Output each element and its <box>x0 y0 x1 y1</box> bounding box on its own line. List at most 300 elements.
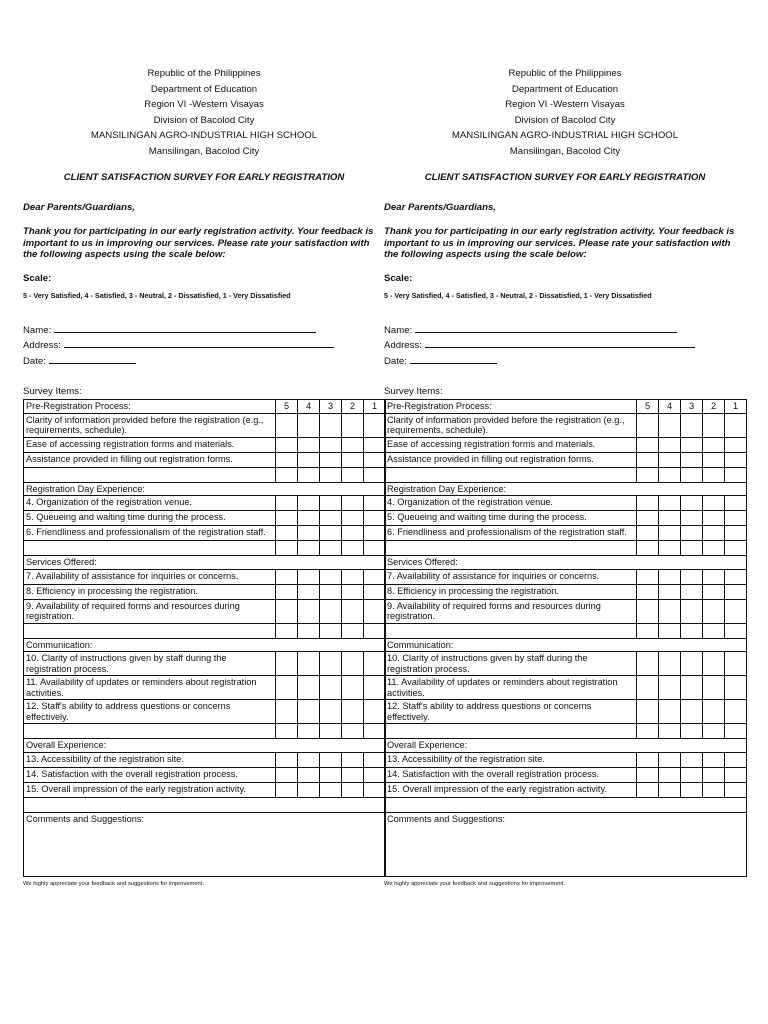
score-header-5: 5 <box>637 400 659 414</box>
rating-cell-1[interactable] <box>725 511 747 526</box>
rating-cell-2[interactable] <box>342 526 364 541</box>
spacer-cell <box>24 623 276 638</box>
score-header-2: 2 <box>342 400 364 414</box>
rating-cell-3[interactable] <box>320 452 342 467</box>
section-header-row <box>385 638 747 652</box>
survey-table <box>384 399 747 877</box>
rating-cell-5[interactable] <box>637 767 659 782</box>
date-field-row <box>23 354 385 370</box>
rating-cell-3[interactable] <box>320 752 342 767</box>
rating-cell-4[interactable] <box>298 413 320 437</box>
address-field-label: Address: <box>384 340 422 351</box>
survey-item-row <box>24 584 386 599</box>
rating-cell-5[interactable] <box>637 496 659 511</box>
respondent-fields <box>384 323 746 370</box>
letterhead-line: Department of Education <box>511 83 619 95</box>
rating-cell-5[interactable] <box>276 452 298 467</box>
spacer-cell <box>703 541 725 556</box>
rating-cell-1[interactable] <box>364 496 386 511</box>
spacer-cell <box>364 541 386 556</box>
section-heading: Communication: <box>24 638 386 652</box>
rating-cell-1[interactable] <box>364 413 386 437</box>
survey-item-row <box>385 413 747 437</box>
rating-cell-1[interactable] <box>725 652 747 676</box>
rating-cell-4[interactable] <box>298 526 320 541</box>
spacer-cell <box>637 541 659 556</box>
survey-item-text: 7. Availability of assistance for inquiries or concerns. <box>385 569 637 584</box>
rating-cell-4[interactable] <box>659 526 681 541</box>
rating-cell-1[interactable] <box>725 767 747 782</box>
rating-cell-5[interactable] <box>637 599 659 623</box>
rating-cell-4[interactable] <box>659 700 681 724</box>
survey-item-row <box>24 452 386 467</box>
rating-cell-4[interactable] <box>659 437 681 452</box>
spacer-cell <box>364 467 386 482</box>
rating-cell-2[interactable] <box>703 569 725 584</box>
date-field-row <box>384 354 746 370</box>
scale-label: Scale: <box>23 272 52 284</box>
footer-note: We highly appreciate your feedback and suggestions for improvement. <box>23 880 204 887</box>
rating-cell-1[interactable] <box>364 511 386 526</box>
spacer-cell <box>24 541 276 556</box>
survey-item-row <box>24 752 386 767</box>
rating-cell-3[interactable] <box>681 437 703 452</box>
address-field-row <box>23 338 385 354</box>
rating-cell-2[interactable] <box>342 752 364 767</box>
rating-cell-3[interactable] <box>320 767 342 782</box>
section-header-row <box>385 400 747 414</box>
rating-cell-1[interactable] <box>364 652 386 676</box>
spacer-cell <box>725 467 747 482</box>
rating-cell-1[interactable] <box>725 452 747 467</box>
survey-item-row <box>385 584 747 599</box>
comments-row <box>385 812 747 876</box>
rating-cell-1[interactable] <box>364 526 386 541</box>
rating-cell-4[interactable] <box>659 599 681 623</box>
rating-cell-1[interactable] <box>725 752 747 767</box>
rating-cell-5[interactable] <box>276 584 298 599</box>
section-header-row <box>385 556 747 570</box>
rating-cell-3[interactable] <box>320 599 342 623</box>
name-field-row <box>23 323 385 339</box>
rating-cell-4[interactable] <box>659 767 681 782</box>
survey-item-text: 10. Clarity of instructions given by staff during the registration process. <box>385 652 637 676</box>
survey-title: CLIENT SATISFACTION SURVEY FOR EARLY REGISTRATION <box>63 172 345 183</box>
spacer-cell <box>637 623 659 638</box>
section-header-row <box>24 638 386 652</box>
spacer-row <box>385 724 747 739</box>
respondent-fields <box>23 323 385 370</box>
rating-cell-3[interactable] <box>681 752 703 767</box>
rating-cell-2[interactable] <box>342 767 364 782</box>
spacer-row <box>24 724 386 739</box>
survey-item-text: Clarity of information provided before the registration (e.g., requirements, schedule). <box>385 413 637 437</box>
rating-cell-3[interactable] <box>320 413 342 437</box>
rating-cell-4[interactable] <box>298 496 320 511</box>
rating-cell-3[interactable] <box>681 782 703 797</box>
rating-cell-2[interactable] <box>342 599 364 623</box>
section-header-row <box>385 739 747 753</box>
rating-cell-2[interactable] <box>703 437 725 452</box>
rating-cell-2[interactable] <box>703 676 725 700</box>
rating-cell-5[interactable] <box>276 676 298 700</box>
survey-item-row <box>385 496 747 511</box>
spacer-row <box>24 467 386 482</box>
survey-item-text: 12. Staff's ability to address questions or concerns effectively. <box>385 700 637 724</box>
spacer-cell <box>385 623 637 638</box>
spacer-cell <box>320 724 342 739</box>
rating-cell-5[interactable] <box>276 496 298 511</box>
rating-cell-3[interactable] <box>320 569 342 584</box>
rating-cell-2[interactable] <box>703 526 725 541</box>
section-heading: Pre-Registration Process: <box>24 400 276 414</box>
survey-item-text: 5. Queueing and waiting time during the process. <box>24 511 276 526</box>
rating-cell-3[interactable] <box>320 437 342 452</box>
rating-cell-4[interactable] <box>659 511 681 526</box>
rating-cell-3[interactable] <box>320 676 342 700</box>
rating-cell-2[interactable] <box>703 652 725 676</box>
rating-cell-3[interactable] <box>320 700 342 724</box>
rating-cell-1[interactable] <box>725 437 747 452</box>
address-field-row <box>384 338 746 354</box>
rating-cell-3[interactable] <box>681 652 703 676</box>
comments-box[interactable]: Comments and Suggestions: <box>24 812 386 876</box>
survey-item-text: Assistance provided in filling out registration forms. <box>385 452 637 467</box>
survey-item-text: 6. Friendliness and professionalism of the registration staff. <box>385 526 637 541</box>
rating-cell-5[interactable] <box>637 413 659 437</box>
comments-box[interactable]: Comments and Suggestions: <box>385 812 747 876</box>
rating-cell-5[interactable] <box>637 569 659 584</box>
greeting: Dear Parents/Guardians, <box>23 202 135 213</box>
rating-cell-5[interactable] <box>637 652 659 676</box>
rating-cell-1[interactable] <box>364 437 386 452</box>
rating-cell-4[interactable] <box>298 452 320 467</box>
rating-cell-2[interactable] <box>342 569 364 584</box>
survey-item-text: 5. Queueing and waiting time during the process. <box>385 511 637 526</box>
section-heading: Pre-Registration Process: <box>385 400 637 414</box>
survey-item-row <box>24 526 386 541</box>
letterhead-line: Region VI -Western Visayas <box>144 99 264 110</box>
rating-cell-2[interactable] <box>703 599 725 623</box>
survey-items-label: Survey Items: <box>23 386 82 397</box>
rating-cell-2[interactable] <box>342 413 364 437</box>
rating-cell-5[interactable] <box>276 437 298 452</box>
intro-text: Thank you for participating in our early registration activity. Your feedback is important to us in improving our services. Please rate your satisfaction with the following aspects using the scale below: <box>23 226 374 260</box>
rating-cell-5[interactable] <box>276 511 298 526</box>
rating-cell-2[interactable] <box>703 584 725 599</box>
rating-cell-2[interactable] <box>703 752 725 767</box>
rating-cell-1[interactable] <box>364 584 386 599</box>
spacer-row <box>385 797 747 812</box>
spacer-cell <box>298 724 320 739</box>
rating-cell-4[interactable] <box>659 452 681 467</box>
score-header-5: 5 <box>276 400 298 414</box>
section-heading: Overall Experience: <box>24 739 386 753</box>
address-field[interactable] <box>64 338 334 348</box>
rating-cell-4[interactable] <box>659 676 681 700</box>
rating-cell-2[interactable] <box>703 700 725 724</box>
rating-cell-2[interactable] <box>703 511 725 526</box>
survey-item-row <box>385 652 747 676</box>
spacer-cell <box>725 724 747 739</box>
rating-cell-1[interactable] <box>725 676 747 700</box>
rating-cell-4[interactable] <box>298 782 320 797</box>
letterhead-line: Republic of the Philippines <box>147 68 261 79</box>
survey-item-text: 15. Overall impression of the early registration activity. <box>24 782 276 797</box>
rating-cell-1[interactable] <box>725 599 747 623</box>
rating-cell-3[interactable] <box>681 767 703 782</box>
spacer-row <box>385 467 747 482</box>
rating-cell-4[interactable] <box>298 700 320 724</box>
spacer-cell <box>276 541 298 556</box>
rating-cell-2[interactable] <box>342 676 364 700</box>
spacer-cell <box>703 724 725 739</box>
survey-item-row <box>385 569 747 584</box>
survey-item-text: 8. Efficiency in processing the registration. <box>385 584 637 599</box>
date-field[interactable] <box>410 354 497 364</box>
rating-cell-1[interactable] <box>364 767 386 782</box>
survey-item-text: 9. Availability of required forms and resources during registration. <box>385 599 637 623</box>
survey-item-row <box>385 599 747 623</box>
rating-cell-4[interactable] <box>298 767 320 782</box>
rating-cell-3[interactable] <box>681 676 703 700</box>
address-field-label: Address: <box>23 340 61 351</box>
spacer-cell <box>681 467 703 482</box>
survey-item-text: Ease of accessing registration forms and materials. <box>385 437 637 452</box>
spacer-cell <box>276 724 298 739</box>
rating-cell-4[interactable] <box>659 569 681 584</box>
greeting: Dear Parents/Guardians, <box>384 202 496 213</box>
date-field[interactable] <box>49 354 136 364</box>
letterhead-line: Department of Education <box>150 83 258 95</box>
name-field[interactable] <box>54 323 316 333</box>
rating-cell-5[interactable] <box>276 599 298 623</box>
survey-item-text: 15. Overall impression of the early registration activity. <box>385 782 637 797</box>
spacer-cell <box>342 623 364 638</box>
letterhead-line: Division of Bacolod City <box>153 114 255 126</box>
rating-cell-2[interactable] <box>703 767 725 782</box>
rating-cell-3[interactable] <box>681 599 703 623</box>
rating-cell-5[interactable] <box>637 511 659 526</box>
survey-item-row <box>385 437 747 452</box>
score-header-1: 1 <box>364 400 386 414</box>
rating-cell-1[interactable] <box>364 752 386 767</box>
survey-item-text: 11. Availability of updates or reminders about registration activities. <box>24 676 276 700</box>
rating-cell-5[interactable] <box>276 782 298 797</box>
rating-cell-4[interactable] <box>298 437 320 452</box>
spacer-row <box>24 797 386 812</box>
rating-cell-3[interactable] <box>681 700 703 724</box>
rating-cell-3[interactable] <box>681 496 703 511</box>
rating-cell-4[interactable] <box>298 584 320 599</box>
survey-title: CLIENT SATISFACTION SURVEY FOR EARLY REGISTRATION <box>424 172 706 183</box>
rating-cell-5[interactable] <box>276 767 298 782</box>
rating-cell-4[interactable] <box>298 569 320 584</box>
rating-cell-4[interactable] <box>659 584 681 599</box>
rating-cell-5[interactable] <box>637 437 659 452</box>
rating-cell-2[interactable] <box>703 496 725 511</box>
rating-cell-5[interactable] <box>276 569 298 584</box>
rating-cell-2[interactable] <box>342 782 364 797</box>
rating-cell-2[interactable] <box>342 437 364 452</box>
survey-item-text: 14. Satisfaction with the overall registration process. <box>24 767 276 782</box>
spacer-cell <box>298 467 320 482</box>
rating-cell-2[interactable] <box>342 452 364 467</box>
survey-item-text: 4. Organization of the registration venue. <box>24 496 276 511</box>
address-field[interactable] <box>425 338 695 348</box>
rating-cell-3[interactable] <box>320 496 342 511</box>
survey-item-text: 8. Efficiency in processing the registration. <box>24 584 276 599</box>
spacer-cell <box>725 623 747 638</box>
letterhead <box>384 66 746 159</box>
rating-cell-4[interactable] <box>298 676 320 700</box>
section-header-row <box>24 482 386 496</box>
section-heading: Services Offered: <box>24 556 386 570</box>
rating-cell-2[interactable] <box>342 584 364 599</box>
spacer-cell <box>637 467 659 482</box>
spacer-cell <box>385 797 747 812</box>
spacer-cell <box>385 724 637 739</box>
name-field[interactable] <box>415 323 677 333</box>
rating-cell-5[interactable] <box>637 452 659 467</box>
rating-cell-4[interactable] <box>298 752 320 767</box>
rating-cell-2[interactable] <box>703 452 725 467</box>
survey-item-text: 11. Availability of updates or reminders about registration activities. <box>385 676 637 700</box>
survey-item-text: 10. Clarity of instructions given by staff during the registration process. <box>24 652 276 676</box>
survey-item-text: Ease of accessing registration forms and materials. <box>24 437 276 452</box>
rating-cell-3[interactable] <box>681 569 703 584</box>
survey-item-row <box>385 511 747 526</box>
survey-item-row <box>385 526 747 541</box>
survey-item-row <box>385 452 747 467</box>
survey-item-row <box>385 752 747 767</box>
rating-cell-1[interactable] <box>725 496 747 511</box>
spacer-cell <box>703 623 725 638</box>
rating-cell-2[interactable] <box>342 700 364 724</box>
date-field-label: Date: <box>384 355 407 367</box>
rating-cell-4[interactable] <box>659 752 681 767</box>
rating-cell-1[interactable] <box>364 782 386 797</box>
rating-cell-3[interactable] <box>320 782 342 797</box>
rating-cell-3[interactable] <box>681 413 703 437</box>
survey-item-text: 13. Accessibility of the registration site. <box>385 752 637 767</box>
letterhead-line: Division of Bacolod City <box>514 114 616 126</box>
rating-cell-3[interactable] <box>681 511 703 526</box>
section-heading: Overall Experience: <box>385 739 747 753</box>
footer-note: We highly appreciate your feedback and suggestions for improvement. <box>384 880 565 887</box>
spacer-cell <box>385 541 637 556</box>
rating-cell-1[interactable] <box>364 700 386 724</box>
rating-cell-5[interactable] <box>637 782 659 797</box>
name-field-label: Name: <box>384 324 413 336</box>
spacer-cell <box>364 724 386 739</box>
rating-cell-3[interactable] <box>681 584 703 599</box>
name-field-row <box>384 323 746 339</box>
rating-cell-4[interactable] <box>659 782 681 797</box>
rating-cell-3[interactable] <box>320 526 342 541</box>
letterhead-line: Mansilingan, Bacolod City <box>509 145 621 157</box>
rating-cell-4[interactable] <box>298 511 320 526</box>
intro-text: Thank you for participating in our early registration activity. Your feedback is important to us in improving our services. Please rate your satisfaction with the following aspects using the scale below: <box>384 226 735 260</box>
rating-cell-5[interactable] <box>276 652 298 676</box>
spacer-cell <box>320 623 342 638</box>
survey-item-text: Assistance provided in filling out registration forms. <box>24 452 276 467</box>
rating-cell-5[interactable] <box>637 584 659 599</box>
rating-cell-1[interactable] <box>364 676 386 700</box>
rating-cell-3[interactable] <box>681 452 703 467</box>
rating-cell-2[interactable] <box>703 413 725 437</box>
spacer-row <box>24 541 386 556</box>
spacer-cell <box>24 797 386 812</box>
rating-cell-5[interactable] <box>276 413 298 437</box>
spacer-cell <box>320 467 342 482</box>
rating-cell-5[interactable] <box>637 526 659 541</box>
section-header-row <box>24 400 386 414</box>
rating-cell-5[interactable] <box>637 676 659 700</box>
rating-cell-2[interactable] <box>703 782 725 797</box>
spacer-cell <box>725 541 747 556</box>
rating-cell-5[interactable] <box>637 700 659 724</box>
rating-cell-3[interactable] <box>320 584 342 599</box>
spacer-cell <box>298 541 320 556</box>
rating-cell-4[interactable] <box>298 599 320 623</box>
rating-cell-1[interactable] <box>364 599 386 623</box>
rating-cell-5[interactable] <box>637 752 659 767</box>
spacer-row <box>24 623 386 638</box>
rating-cell-3[interactable] <box>320 511 342 526</box>
rating-cell-1[interactable] <box>725 413 747 437</box>
rating-cell-1[interactable] <box>364 569 386 584</box>
survey-form-left <box>23 66 385 887</box>
rating-cell-1[interactable] <box>725 782 747 797</box>
survey-item-text: 12. Staff's ability to address questions or concerns effectively. <box>24 700 276 724</box>
rating-cell-1[interactable] <box>725 700 747 724</box>
rating-cell-1[interactable] <box>725 584 747 599</box>
survey-item-row <box>24 652 386 676</box>
rating-cell-4[interactable] <box>659 496 681 511</box>
survey-item-text: Clarity of information provided before the registration (e.g., requirements, schedule). <box>24 413 276 437</box>
rating-cell-1[interactable] <box>725 526 747 541</box>
spacer-cell <box>342 541 364 556</box>
rating-cell-2[interactable] <box>342 511 364 526</box>
letterhead-line: Region VI -Western Visayas <box>505 99 625 110</box>
rating-cell-4[interactable] <box>659 413 681 437</box>
spacer-cell <box>681 541 703 556</box>
spacer-cell <box>659 623 681 638</box>
survey-form-right <box>384 66 746 887</box>
score-header-3: 3 <box>320 400 342 414</box>
survey-item-row <box>24 782 386 797</box>
letterhead-line: Mansilingan, Bacolod City <box>148 145 260 157</box>
rating-cell-2[interactable] <box>342 496 364 511</box>
rating-cell-5[interactable] <box>276 752 298 767</box>
rating-cell-4[interactable] <box>298 652 320 676</box>
rating-cell-2[interactable] <box>342 652 364 676</box>
spacer-cell <box>364 623 386 638</box>
rating-cell-3[interactable] <box>320 652 342 676</box>
survey-item-row <box>385 782 747 797</box>
rating-cell-5[interactable] <box>276 526 298 541</box>
rating-cell-5[interactable] <box>276 700 298 724</box>
spacer-cell <box>320 541 342 556</box>
rating-cell-3[interactable] <box>681 526 703 541</box>
rating-cell-4[interactable] <box>659 652 681 676</box>
survey-item-row <box>385 700 747 724</box>
survey-table <box>23 399 386 877</box>
rating-cell-1[interactable] <box>725 569 747 584</box>
rating-cell-1[interactable] <box>364 452 386 467</box>
scale-label: Scale: <box>384 272 413 284</box>
